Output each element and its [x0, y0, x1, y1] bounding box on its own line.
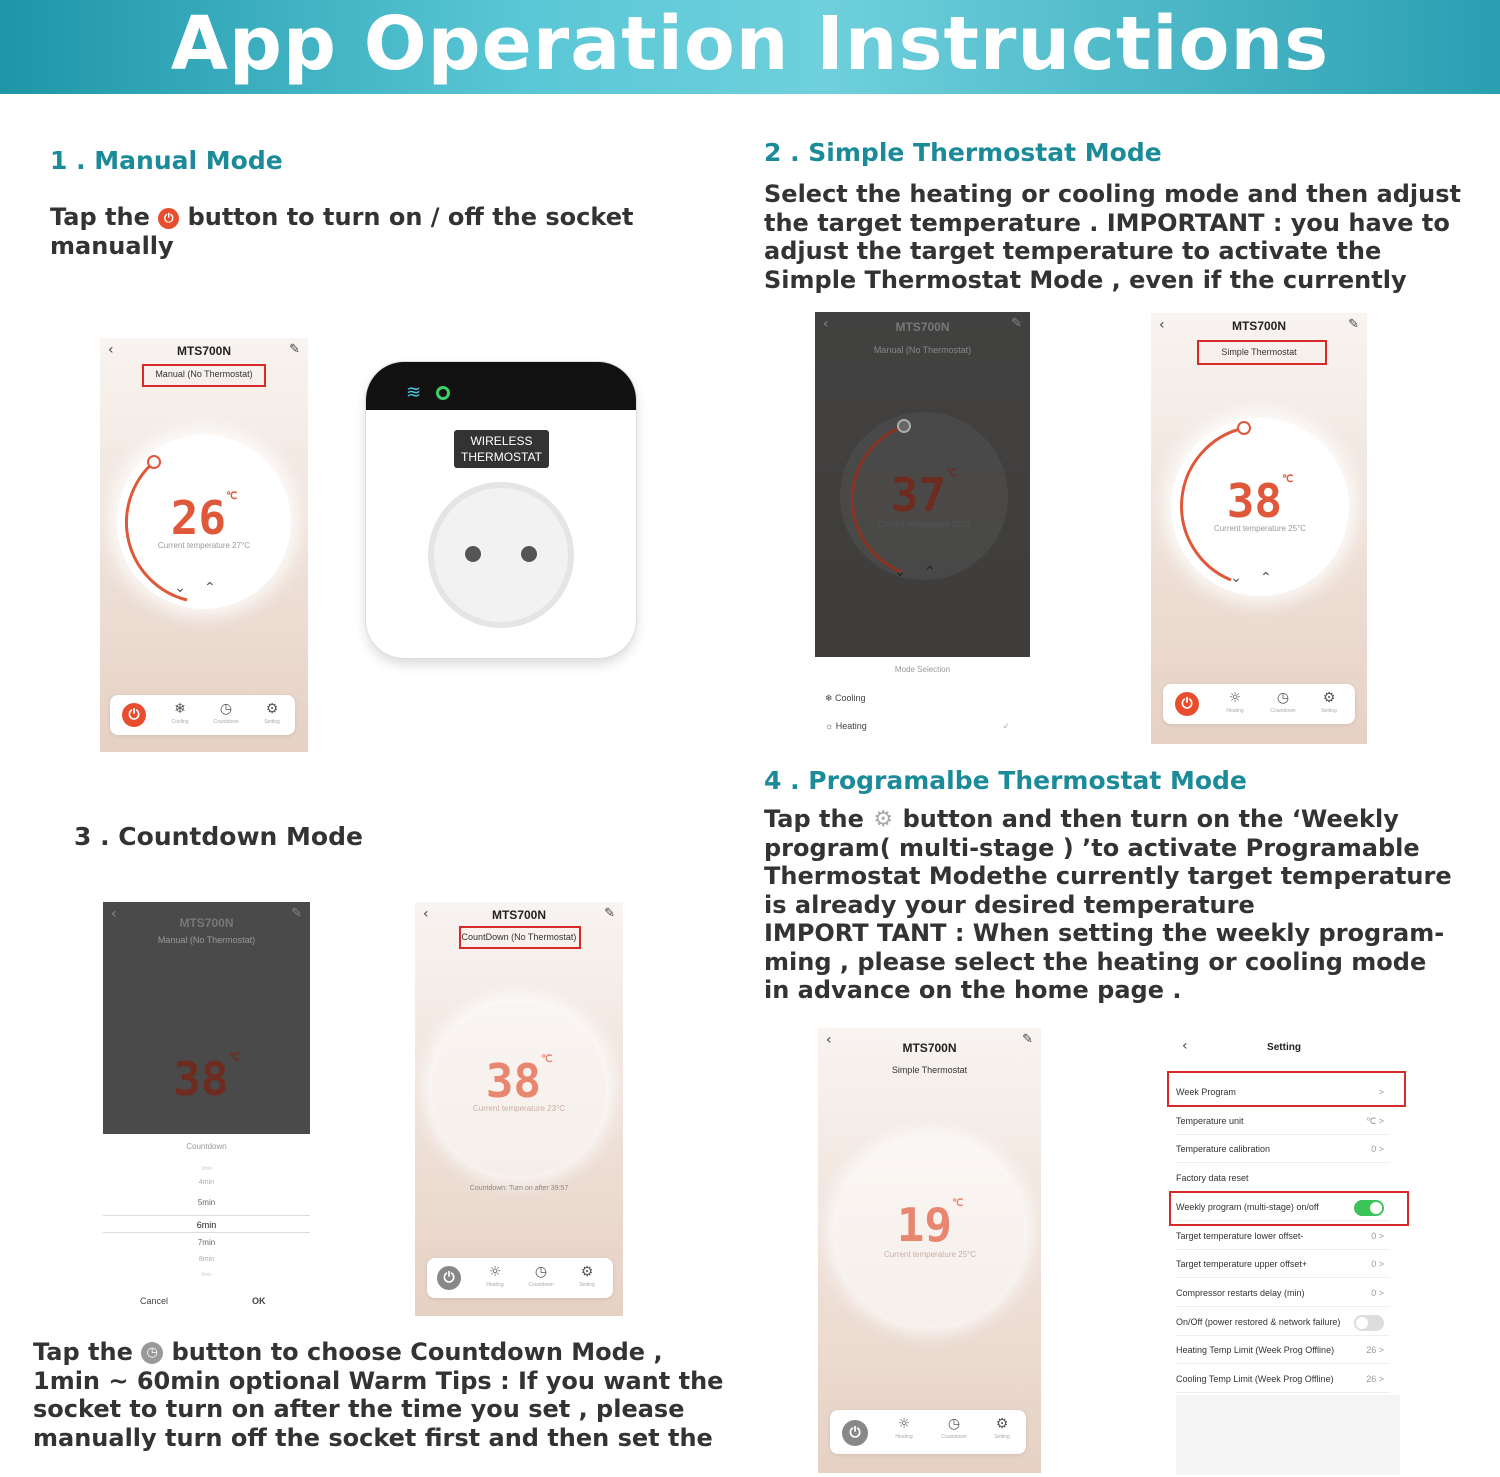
setting-button[interactable]: ⚙ Setting: [264, 701, 280, 725]
edit-icon: ✎: [604, 906, 615, 921]
timer-icon: ◷: [1276, 690, 1290, 706]
countdown-button[interactable]: ◷ Countdown: [1270, 690, 1296, 714]
section4-line: in advance on the home page .: [764, 976, 1182, 1004]
heating-button[interactable]: ☼ Heating: [895, 1416, 913, 1440]
heating-button[interactable]: ☼ Heating: [1226, 690, 1244, 714]
back-icon: ‹: [826, 1032, 832, 1048]
phone-simple-thermostat: [1151, 313, 1367, 744]
picker-option[interactable]: 5min: [197, 1198, 216, 1207]
gear-icon: ⚙: [995, 1416, 1009, 1432]
section3-line: 1min ~ 60min optional Warm Tips : If you want the: [33, 1366, 724, 1395]
section1-text-c: manually: [50, 231, 174, 260]
sun-icon: ☼: [488, 1264, 502, 1280]
temperature-dial[interactable]: [1171, 418, 1349, 596]
page-title: App Operation Instructions: [170, 1, 1330, 87]
section2-title: 2 . Simple Thermostat Mode: [764, 138, 1162, 167]
power-button[interactable]: ⏻: [122, 703, 146, 727]
check-icon: ✓: [1002, 721, 1010, 731]
timer-icon: ◷: [141, 1342, 163, 1364]
target-temperature: 19℃: [896, 1198, 964, 1252]
target-temperature: 37℃: [890, 468, 958, 522]
device-name: MTS700N: [1231, 319, 1287, 333]
edit-icon: ✎: [1348, 317, 1359, 332]
phone-countdown-selection: [103, 902, 310, 1312]
cancel-button[interactable]: Cancel: [140, 1296, 169, 1306]
picker-option[interactable]: 7min: [197, 1238, 216, 1247]
edit-icon: ✎: [1011, 316, 1022, 331]
mode-label: Simple Thermostat: [1221, 347, 1297, 357]
setting-button[interactable]: ⚙ Setting: [579, 1264, 595, 1288]
timer-icon: ◷: [947, 1416, 961, 1432]
section4-line: Thermostat Modethe currently target temperature: [764, 862, 1452, 890]
section3-text: [33, 1338, 753, 1452]
temp-arrows[interactable]: ⌄⌃: [1230, 570, 1290, 586]
picker-option[interactable]: 3min: [201, 1166, 212, 1172]
countdown-button[interactable]: ◷ Countdown: [528, 1264, 554, 1288]
cooling-button[interactable]: ❄ Cooling: [171, 701, 189, 725]
temperature-dial: [432, 1002, 606, 1176]
settings-title: Setting: [1267, 1042, 1301, 1053]
section1-text-b: button to turn on / off the socket: [187, 203, 634, 231]
timer-icon: ◷: [219, 701, 233, 717]
gear-icon: ⚙: [265, 701, 279, 717]
mode-label: Simple Thermostat: [891, 1065, 968, 1075]
phone-manual-mode: [100, 338, 308, 752]
device-name: MTS700N: [176, 344, 232, 358]
settings-row-power-restore[interactable]: On/Off (power restored & network failure): [1176, 1308, 1390, 1336]
snowflake-icon: ❄: [174, 701, 186, 717]
section2-line: adjust the target temperature to activate the: [764, 237, 1382, 265]
countdown-status: Countdown: Turn on after 39:57: [469, 1185, 569, 1192]
section4-line: program( multi-stage ) ’to activate Programable: [764, 833, 1420, 862]
section2-text: [764, 180, 1484, 294]
section2-line: the target temperature . IMPORTANT : you have to: [764, 208, 1450, 237]
picker-option[interactable]: 8min: [198, 1256, 215, 1263]
heating-button[interactable]: ☼ Heating: [486, 1264, 504, 1288]
power-button[interactable]: ⏻: [437, 1266, 461, 1290]
back-icon: ‹: [823, 316, 829, 332]
device-name: MTS700N: [179, 916, 234, 930]
gear-icon: ⚙: [1322, 690, 1336, 706]
status-led-icon: [436, 386, 450, 400]
settings-row-week-program[interactable]: Week Program >: [1176, 1078, 1390, 1106]
edit-icon: ✎: [291, 906, 302, 921]
section1-title: 1 . Manual Mode: [50, 146, 283, 175]
temp-arrows: ⌄⌃: [894, 564, 954, 580]
device-name: MTS700N: [895, 320, 950, 334]
picker-option[interactable]: 9min: [201, 1272, 212, 1278]
power-button[interactable]: ⏻: [842, 1420, 868, 1446]
highlight-box: [1167, 1071, 1406, 1107]
device-name: MTS700N: [902, 1041, 957, 1055]
back-icon[interactable]: ‹: [1182, 1038, 1188, 1054]
setting-button[interactable]: ⚙ Setting: [1321, 690, 1337, 714]
socket-outlet: [428, 482, 574, 628]
mode-selection-sheet: [815, 657, 1030, 742]
temperature-dial: [836, 1138, 1024, 1326]
section2-line: Simple Thermostat Mode , even if the currently: [764, 265, 1407, 294]
toggle-switch-off[interactable]: [1354, 1315, 1384, 1331]
picker-option[interactable]: 4min: [198, 1179, 215, 1186]
sun-icon: ☼: [897, 1416, 911, 1432]
sun-icon: ☼: [1228, 690, 1242, 706]
phone-mode-selection: [815, 312, 1030, 742]
setting-button[interactable]: ⚙ Setting: [994, 1416, 1010, 1440]
mode-label: Manual (No Thermostat): [873, 345, 972, 355]
section4-line: is already your desired temperature: [764, 890, 1255, 919]
current-temperature: Current temperature 25°C: [1213, 524, 1307, 533]
highlight-box: [1169, 1191, 1409, 1226]
picker-option-selected[interactable]: 6min: [103, 1215, 310, 1233]
temperature-dial: [840, 412, 1008, 580]
bottom-toolbar: [1163, 684, 1355, 724]
bottom-toolbar: [427, 1258, 613, 1298]
thermostat-device-image: [366, 362, 636, 658]
ok-button[interactable]: OK: [252, 1296, 266, 1306]
settings-row-heating-limit[interactable]: Heating Temp Limit (Week Prog Offline) 26 >: [1176, 1336, 1390, 1364]
temperature-dial[interactable]: [117, 435, 291, 609]
current-temperature: Current temperature 25°C: [883, 1250, 977, 1259]
power-icon: ⏻: [158, 208, 179, 229]
settings-row-temp-unit[interactable]: Temperature unit ℃ >: [1176, 1107, 1390, 1135]
target-temperature: 38℃: [485, 1054, 553, 1108]
target-temperature: 38℃: [173, 1052, 240, 1106]
settings-footer-area: [1176, 1395, 1400, 1475]
edit-icon: ✎: [1022, 1032, 1033, 1047]
phone-program-mode: [818, 1028, 1041, 1473]
power-button[interactable]: ⏻: [1175, 692, 1199, 716]
section3-title: 3 . Countdown Mode: [74, 822, 363, 851]
socket-hole-right: [521, 546, 537, 562]
gear-icon: ⚙: [873, 807, 894, 832]
section3-line: manually turn off the socket first and then set the: [33, 1423, 713, 1452]
section1-text: [50, 203, 690, 260]
section4-line: ming , please select the heating or cooling mode: [764, 947, 1427, 976]
target-temperature: 26℃: [170, 491, 238, 545]
countdown-button[interactable]: ◷ Countdown: [941, 1416, 967, 1440]
settings-row-upper-offset[interactable]: Target temperature upper offset+ 0 >: [1176, 1250, 1390, 1278]
edit-icon: ✎: [289, 342, 300, 357]
wifi-icon: ≋: [406, 382, 422, 403]
section3-line: Tap the ◷ button to choose Countdown Mode ,: [33, 1338, 663, 1366]
section4-title: 4 . Programalbe Thermostat Mode: [764, 766, 1247, 795]
bottom-toolbar: [110, 695, 295, 735]
countdown-button[interactable]: ◷ Countdown: [213, 701, 239, 725]
section4-line: Tap the ⚙ button and then turn on the ‘Weekly: [764, 805, 1399, 833]
target-temperature: 38℃: [1226, 474, 1294, 528]
section1-text-a: Tap the: [50, 203, 150, 231]
settings-row-weekly-program-toggle[interactable]: Weekly program (multi-stage) on/off: [1176, 1193, 1390, 1221]
back-icon: ‹: [111, 906, 117, 922]
sheet-title: Countdown: [186, 1142, 227, 1151]
back-icon: ‹: [108, 342, 114, 358]
device-label: WIRELESS THERMOSTAT: [454, 430, 549, 468]
settings-row-factory-reset[interactable]: Factory data reset: [1176, 1164, 1390, 1192]
back-icon: ‹: [1159, 317, 1165, 333]
phone-countdown-mode: [415, 902, 623, 1316]
settings-row-lower-offset[interactable]: Target temperature lower offset- 0 >: [1176, 1222, 1390, 1250]
device-name: MTS700N: [491, 908, 547, 922]
section3-line: socket to turn on after the time you set , please: [33, 1395, 685, 1423]
back-icon: ‹: [423, 906, 429, 922]
section2-line: Select the heating or cooling mode and then adjust: [764, 180, 1461, 208]
mode-label: Manual (No Thermostat): [155, 369, 253, 379]
current-temperature: Current temperature 25°C: [877, 520, 971, 529]
countdown-picker-sheet: [103, 1134, 310, 1312]
option-heating[interactable]: ☼ Heating ✓: [825, 721, 1010, 731]
section4-text: [764, 805, 1484, 1005]
current-temperature: Current temperature 27°C: [157, 541, 251, 550]
bottom-toolbar: [830, 1410, 1026, 1454]
option-cooling[interactable]: ❄ Cooling: [825, 693, 866, 703]
sheet-title: Mode Selection: [894, 665, 951, 674]
section4-line: IMPORT TANT : When setting the weekly program-: [764, 919, 1445, 947]
mode-label: Manual (No Thermostat): [157, 935, 256, 945]
settings-row-compressor-delay[interactable]: Compressor restarts delay (min) 0 >: [1176, 1279, 1390, 1307]
settings-row-temp-calibration[interactable]: Temperature calibration 0 >: [1176, 1135, 1390, 1163]
gear-icon: ⚙: [580, 1264, 594, 1280]
socket-hole-left: [465, 546, 481, 562]
settings-row-cooling-limit[interactable]: Cooling Temp Limit (Week Prog Offline) 26 >: [1176, 1365, 1390, 1393]
temp-arrows[interactable]: ⌄⌃: [174, 580, 234, 596]
mode-label: CountDown (No Thermostat): [461, 932, 577, 942]
timer-icon: ◷: [534, 1264, 548, 1280]
current-temperature: Current temperature 23°C: [472, 1104, 566, 1113]
